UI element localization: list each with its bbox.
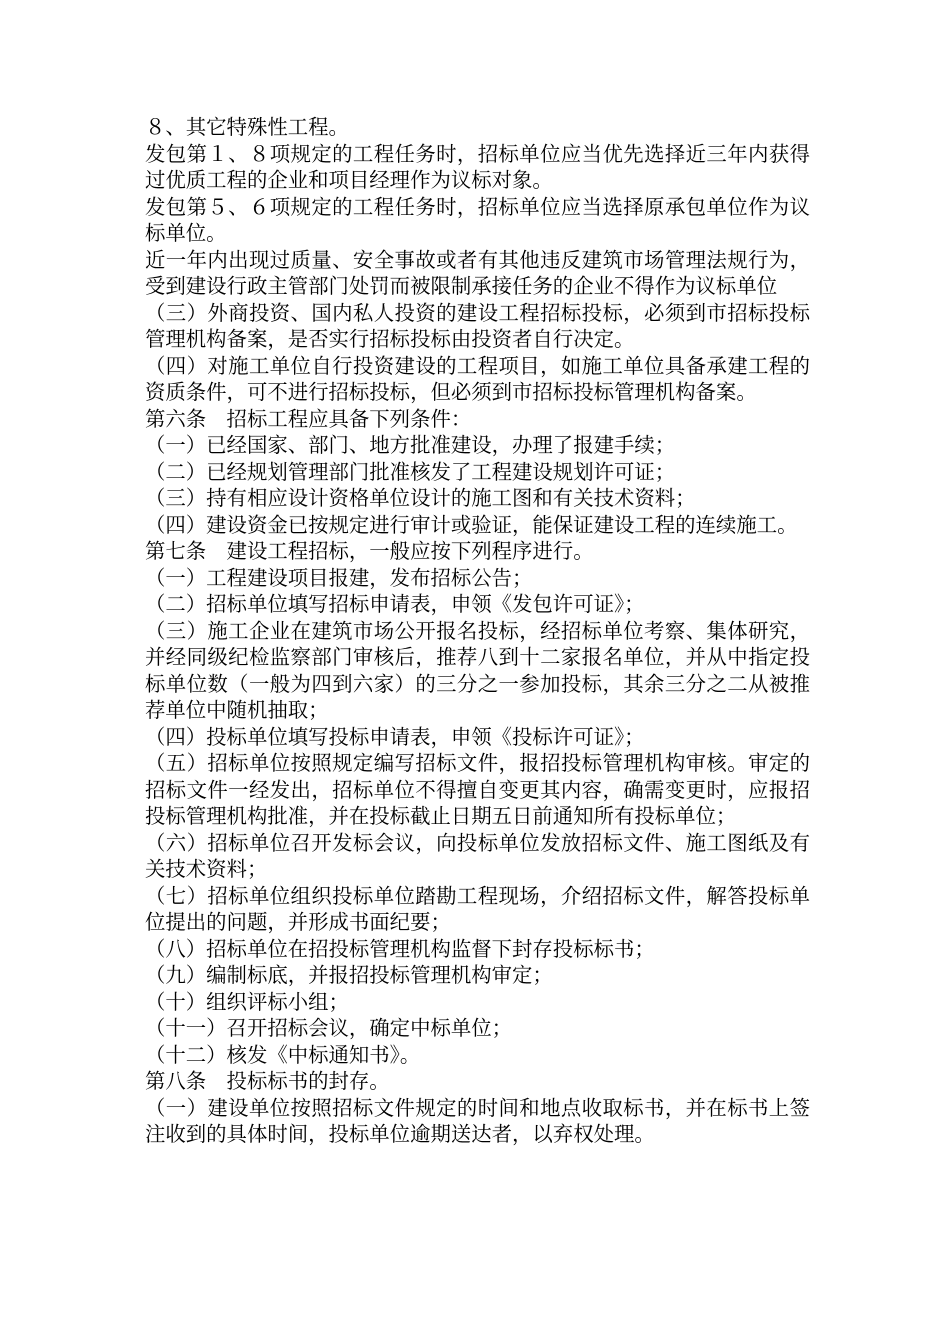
article-6-item-4: （四）建设资金已按规定进行审计或验证，能保证建设工程的连续施工。	[145, 512, 798, 537]
article-7-item-11: （十一）召开招标会议，确定中标单位；	[145, 1016, 513, 1040]
article-7-item-10: （十）组织评标小组；	[145, 989, 349, 1014]
article-7-item-4: （四）投标单位填写投标申请表，申领《投标许可证》；	[145, 724, 645, 749]
article-7-item-12: （十二）核发《中标通知书》。	[145, 1042, 421, 1067]
paragraph-restricted-units: 近一年内出现过质量、安全事故或者有其他违反建筑市场管理法规行为，受到建设行政主管部门处罚而被限制承接任务的企业不得作为议标单位	[145, 247, 810, 298]
article-7-item-8: （八）招标单位在招投标管理机构监督下封存投标标书；	[145, 936, 655, 961]
paragraph-item-8: ８、其它特殊性工程。	[145, 115, 349, 139]
article-8-item-1: （一）建设单位按照招标文件规定的时间和地点收取标书，并在标书上签注收到的具体时间，投标单位逾期送达者，以弃权处理。	[145, 1095, 810, 1146]
paragraph-clause-4-self-investment: （四）对施工单位自行投资建设的工程项目，如施工单位具备承建工程的资质条件，可不进行招标投标，但必须到市招标投标管理机构备案。	[145, 353, 810, 404]
article-6-heading: 第六条 招标工程应具备下列条件：	[145, 406, 472, 431]
article-7-item-1: （一）工程建设项目报建，发布招标公告；	[145, 565, 533, 590]
article-7-item-2: （二）招标单位填写招标申请表，申领《发包许可证》；	[145, 592, 645, 616]
paragraph-bidding-items-5-6: 发包第５、６项规定的工程任务时，招标单位应当选择原承包单位作为议标单位。	[145, 194, 810, 245]
article-8-heading: 第八条 投标标书的封存。	[145, 1069, 390, 1093]
article-6-item-2: （二）已经规划管理部门批准核发了工程建设规划许可证；	[145, 459, 676, 484]
article-7-heading: 第七条 建设工程招标，一般应按下列程序进行。	[145, 539, 594, 563]
article-6-item-3: （三）持有相应设计资格单位设计的施工图和有关技术资料；	[145, 486, 696, 510]
article-7-item-5: （五）招标单位按照规定编写招标文件，报招投标管理机构审核。审定的招标文件一经发出，招标单位不得擅自变更其内容，确需变更时，应报招投标管理机构批准，并在投标截止日期五日前通知所有投标单位；	[145, 751, 810, 828]
paragraph-clause-3-foreign-investment: （三）外商投资、国内私人投资的建设工程招标投标，必须到市招标投标管理机构备案，是否实行招标投标由投资者自行决定。	[145, 300, 810, 351]
article-7-item-7: （七）招标单位组织投标单位踏勘工程现场，介绍招标文件，解答投标单位提出的问题，并形成书面纪要；	[145, 883, 810, 934]
article-7-item-3: （三）施工企业在建筑市场公开报名投标，经招标单位考察、集体研究，并经同级纪检监察部门审核后，推荐八到十二家报名单位，并从中指定投标单位数（一般为四到六家）的三分之一参加投标，其余三分之二从被推荐单位中随机抽取；	[145, 618, 810, 722]
document-body	[145, 114, 810, 1148]
article-7-item-9: （九）编制标底，并报招投标管理机构审定；	[145, 963, 553, 987]
article-7-item-6: （六）招标单位召开发标会议，向投标单位发放招标文件、施工图纸及有关技术资料；	[145, 830, 810, 881]
paragraph-bidding-items-1-8: 发包第１、８项规定的工程任务时，招标单位应当优先选择近三年内获得过优质工程的企业和项目经理作为议标对象。	[145, 141, 810, 192]
article-6-item-1: （一）已经国家、部门、地方批准建设，办理了报建手续；	[145, 433, 676, 457]
